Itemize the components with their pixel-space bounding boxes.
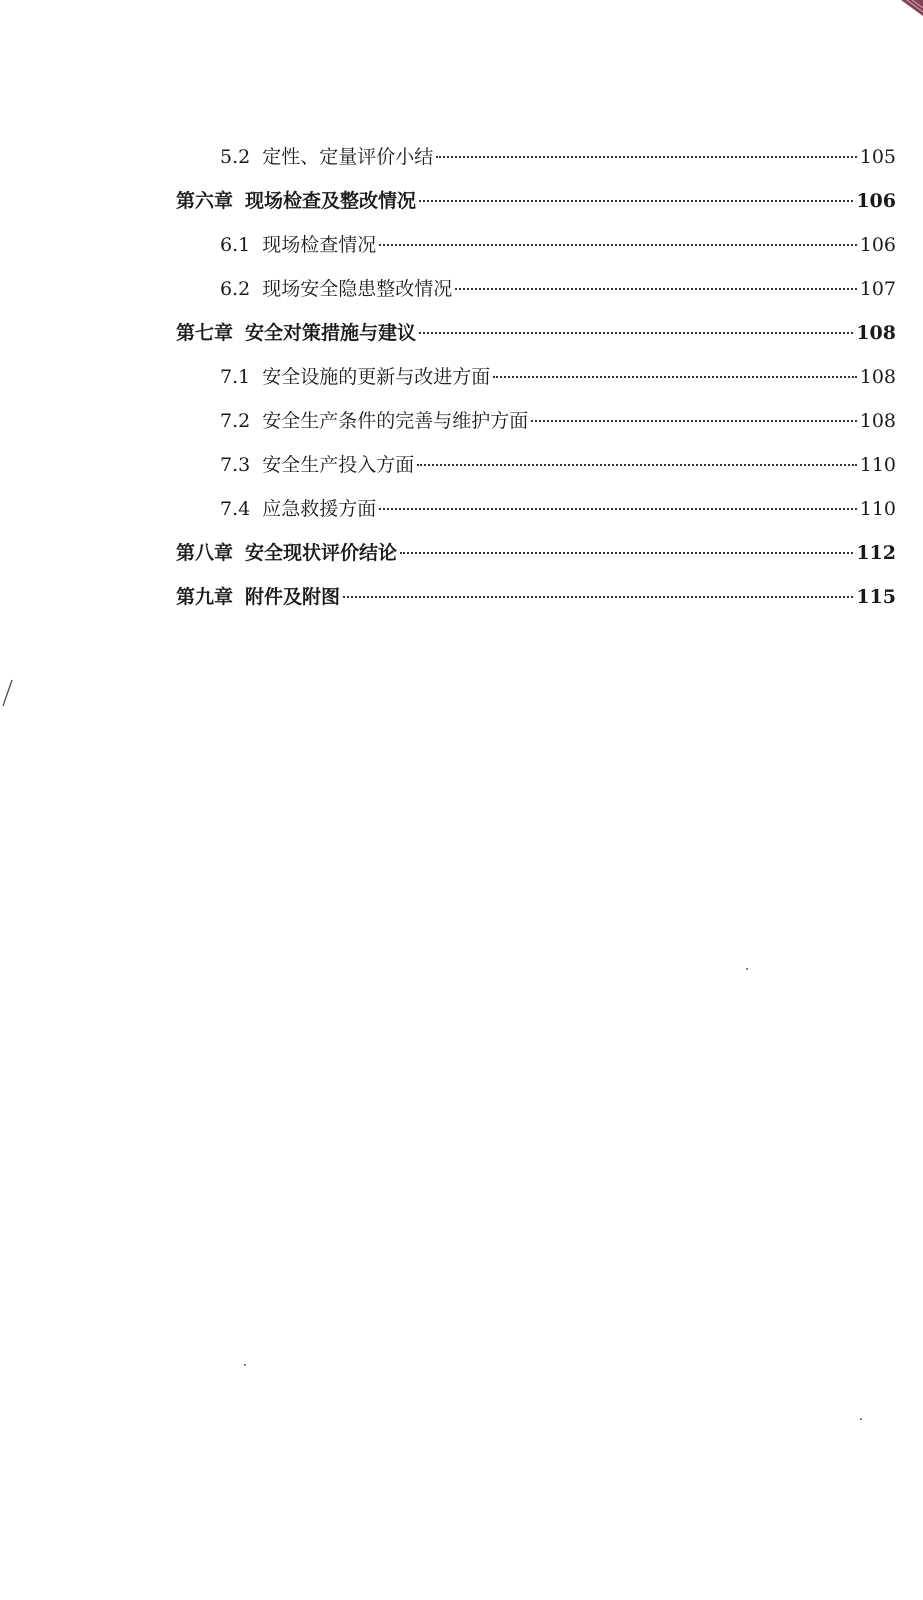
toc-entry-number: 7.2 xyxy=(220,410,251,432)
toc-entry-7-4 xyxy=(220,494,896,524)
toc-leader-dots xyxy=(419,332,853,334)
toc-entry-page: 110 xyxy=(859,454,896,476)
toc-entry-page: 106 xyxy=(856,190,896,212)
toc-entry-6-1 xyxy=(220,230,896,260)
scan-speck xyxy=(746,968,748,970)
toc-entry-chapter-9 xyxy=(176,582,896,612)
toc-entry-page: 108 xyxy=(859,410,896,432)
toc-entry-title: 现场检查及整改情况 xyxy=(245,190,417,212)
toc-entry-number: 7.4 xyxy=(220,498,251,520)
toc-entry-title: 安全生产投入方面 xyxy=(262,454,415,476)
toc-entry-number: 第六章 xyxy=(176,190,234,212)
toc-leader-dots xyxy=(493,376,857,378)
toc-entry-6-2 xyxy=(220,274,896,304)
toc-leader-dots xyxy=(379,244,857,246)
toc-entry-page: 107 xyxy=(859,278,896,300)
toc-leader-dots xyxy=(419,200,853,202)
toc-entry-number: 6.2 xyxy=(220,278,251,300)
toc-entry-title: 安全生产条件的完善与维护方面 xyxy=(262,410,529,432)
toc-leader-dots xyxy=(417,464,857,466)
toc-entry-number: 第八章 xyxy=(176,542,234,564)
toc-entry-title: 附件及附图 xyxy=(245,586,341,608)
toc-entry-page: 112 xyxy=(856,542,896,564)
toc-entry-number: 6.1 xyxy=(220,234,251,256)
toc-entry-5-2 xyxy=(220,142,896,172)
toc-entry-page: 108 xyxy=(859,366,896,388)
toc-entry-page: 115 xyxy=(856,586,896,608)
toc-leader-dots xyxy=(343,596,853,598)
scan-speck xyxy=(860,1418,862,1420)
page-corner-mark xyxy=(897,0,923,16)
toc-leader-dots xyxy=(436,156,857,158)
scan-speck xyxy=(244,1364,246,1366)
toc-entry-chapter-8 xyxy=(176,538,896,568)
toc-entry-number: 第九章 xyxy=(176,586,234,608)
scan-stray-mark xyxy=(0,678,16,708)
toc-entry-chapter-7 xyxy=(176,318,896,348)
toc-leader-dots xyxy=(531,420,857,422)
toc-entry-number: 7.3 xyxy=(220,454,251,476)
toc-entry-number: 第七章 xyxy=(176,322,234,344)
toc-entry-title: 定性、定量评价小结 xyxy=(262,146,434,168)
toc-entry-page: 110 xyxy=(859,498,896,520)
toc-entry-title: 安全对策措施与建议 xyxy=(245,322,417,344)
toc-entry-number: 7.1 xyxy=(220,366,251,388)
toc-entry-title: 安全现状评价结论 xyxy=(245,542,398,564)
toc-entry-chapter-6 xyxy=(176,186,896,216)
toc-entry-title: 安全设施的更新与改进方面 xyxy=(262,366,491,388)
toc-entry-title: 现场安全隐患整改情况 xyxy=(262,278,453,300)
toc-entry-page: 106 xyxy=(859,234,896,256)
toc-entry-title: 应急救援方面 xyxy=(262,498,377,520)
toc-entry-page: 105 xyxy=(859,146,896,168)
toc-entry-7-1 xyxy=(220,362,896,392)
toc-entry-number: 5.2 xyxy=(220,146,251,168)
toc-entry-page: 108 xyxy=(856,322,896,344)
toc-leader-dots xyxy=(455,288,857,290)
toc-leader-dots xyxy=(379,508,857,510)
toc-entry-title: 现场检查情况 xyxy=(262,234,377,256)
toc-leader-dots xyxy=(400,552,853,554)
toc-entry-7-3 xyxy=(220,450,896,480)
toc-entry-7-2 xyxy=(220,406,896,436)
